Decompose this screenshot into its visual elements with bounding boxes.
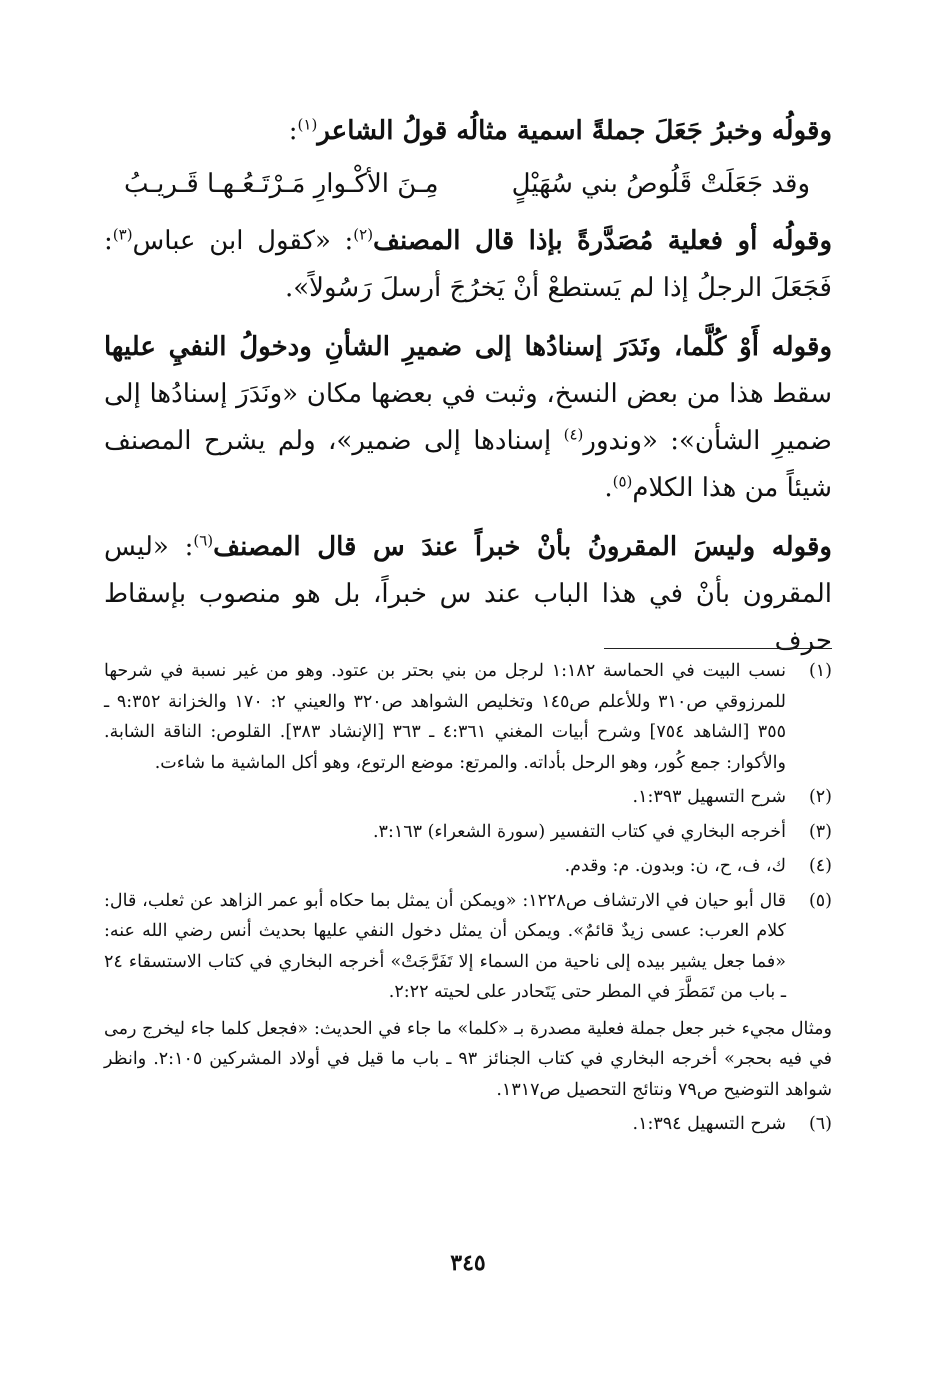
footnote-text: شرح التسهيل ١:٣٩٣. [632,787,786,807]
footnote-ref-4[interactable]: (٤) [563,425,584,444]
footnote-ref-5[interactable]: (٥) [612,472,633,491]
p1-end: : [288,116,298,146]
verse-first-hemistich: وقد جَعَلَتْ قَلُوصُ بني سُهَيْلٍ [511,169,810,199]
footnote-1 [104,656,832,778]
footnote-ref-6[interactable]: (٦) [193,531,214,550]
paragraph-2 [104,218,832,312]
footnote-ref-3[interactable]: (٣) [112,225,133,244]
p2-text: وقولُه أو فعلية مُصَدَّرةً بإذا قال المصنف [373,226,833,256]
footnote-5-continuation: ومثال مجيء خبر جعل جملة فعلية مصدرة بـ «كلما» ما جاء في الحديث: «فجعل كلما جاء ليخرج رمى في فيه بحجر» أخرجه البخاري في كتاب الجنائز ٩٣ ـ باب ما قيل في أولاد المشركين ٢:١٠٥. وانظر شواهد التوضيح ص٧٩ ونتائج التحصيل ص١٣١٧. [104,1018,832,1100]
verse-second-hemistich: مِـنَ الأكْـوارِ مَـرْتَـعُـهـا قَـريـبُ [124,169,439,199]
footnote-3 [104,817,832,848]
p2-end: : فَجَعَلَ الرجلُ إذا لم يَستطعْ أنْ يَخرُجَ أرسلَ رَسُولاً». [104,226,832,303]
p3-text: سقط هذا من بعض النسخ، وثبت في بعضها مكان «ونَدَرَ إسنادُها إلى ضميرِ الشأن»: «وندور [104,379,832,456]
footnote-number: (٥) [808,890,832,911]
p2-mid: : «كقول ابن عباس [132,226,354,256]
p4-end: : «ليس المقرون بأنْ في هذا الباب عند س خبراً، بل هو منصوب بإسقاط حرف [104,532,832,656]
paragraph-1 [104,108,832,155]
footnote-number: (٦) [808,1114,832,1134]
main-text [104,108,832,665]
paragraph-3 [104,324,832,512]
footnote-6 [104,1109,832,1140]
footnote-ref-2[interactable]: (٢) [353,225,374,244]
footnote-text: نسب البيت في الحماسة ١:١٨٢ لرجل من بني بحتر بن عتود. وهو من غير نسبة في شرحها للمرزوقي ص٣١٠ وللأعلم ص١٤٥ وتخليص الشواهد ص٣٢٠ والعيني ٢: ١٧٠ والخزانة ٩:٣٥٢ ـ ٣٥٥ [الشاهد ٧٥٤] وشرح أبيات المغني ٤:٣٦١ ـ ٣٦٣ [الإنشاد ٣٨٣]. القلوص: الناقة الشابة. والأكوار: جمع كُور، وهو الرحل بأداته. والمرتع: موضع الرتوع، وهو أكل الماشية ما شاءت. [104,661,787,773]
p3-end: . [604,473,613,503]
footnote-text: أخرجه البخاري في كتاب التفسير (سورة الشعراء) ٣:١٦٣. [372,821,786,842]
footnotes [104,656,832,1144]
footnote-text: ك، ف، ح، ن: وبدون. م: وقدم. [564,856,786,876]
footnote-5 [104,886,832,1008]
footnote-number: (٤) [808,856,832,876]
p4-text: وقوله وليسَ المقرونُ بأنْ خبراً عندَ س قال المصنف [213,532,832,562]
footnote-number: (١) [808,661,832,681]
footnote-ref-1[interactable]: (١) [297,115,318,134]
footnote-number: (٢) [808,787,832,807]
footnote-4 [104,851,832,882]
p1-text: وقولُه وخبرُ جَعَلَ جملةً اسمية مثالُه قولُ الشاعر [317,116,832,146]
footnote-text: قال أبو حيان في الارتشاف ص١٢٢٨: «ويمكن أن يمثل بما حكاه أبو عمر الزاهد عن ثعلب، قال: كلام العرب: عسى زيدٌ قائمٌ». ويمكن أن يمثل دخول النفي عليها بحديث أنس رضي الله عنه: «فما جعل يشير بيده إلى ناحية من السماء إلا تَفَرَّجَتْ» أخرجه البخاري في كتاب الاستسقاء ٢٤ ـ باب من تَمَطَّرَ في المطر حتى يَتَحادر على لحيته ٢:٢٢. [104,890,787,1002]
footnote-separator [604,648,832,649]
page-number: ٣٤٥ [450,1250,486,1276]
p3-heading: وقوله أَوْ كُلَّما، ونَدَرَ إسنادُها إلى ضميرِ الشأنِ ودخولُ النفيِ عليها [104,332,832,362]
footnote-text: شرح التسهيل ١:٣٩٤. [632,1114,786,1134]
p3-mid: إسنادها إلى ضمير»، ولم يشرح المصنف شيئاً من هذا الكلام [104,426,832,503]
paragraph-4 [104,524,832,665]
poetry-verse [104,161,832,208]
footnote-number: (٣) [808,821,832,842]
footnote-2 [104,782,832,813]
